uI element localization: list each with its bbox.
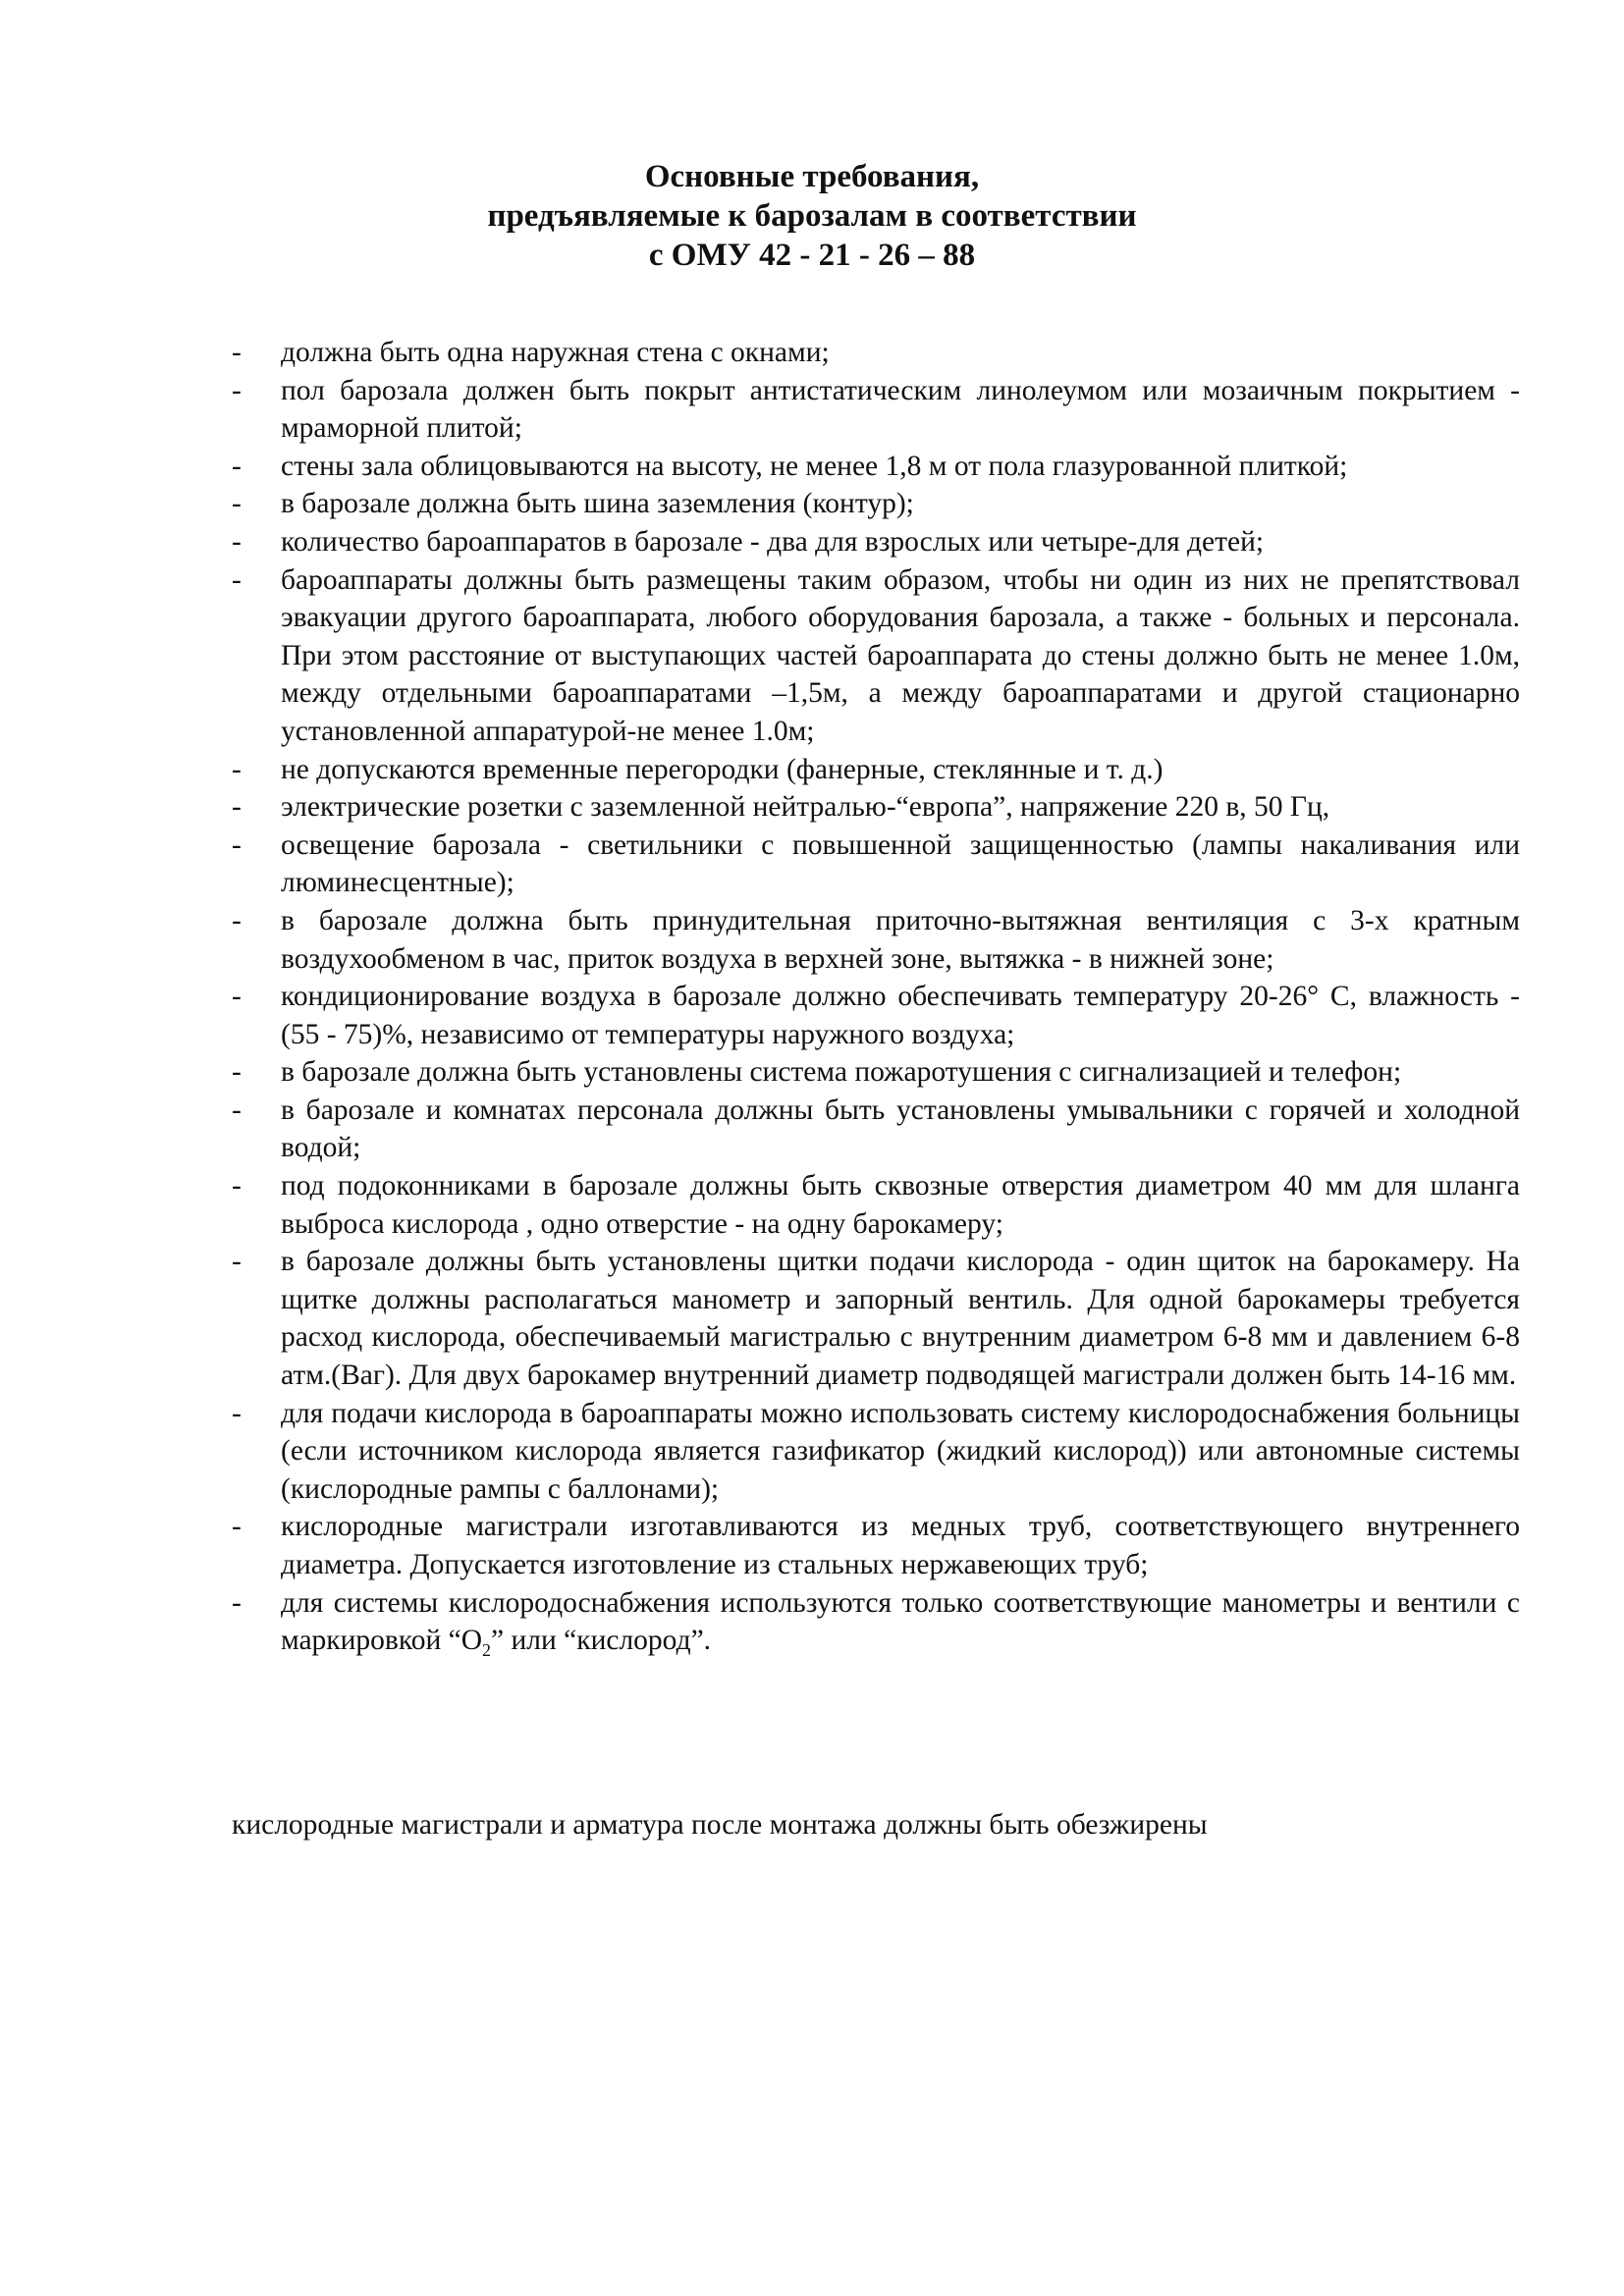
list-item-text: под подоконниками в барозале должны быть сквозные отверстия диаметром 40 мм для шланга выброса кислорода , одно отверстие - на одну барокамеру; <box>281 1170 1520 1240</box>
list-item <box>232 485 1520 523</box>
document-title <box>0 157 1624 275</box>
list-item-text: кислородные магистрали изготавливаются из медных труб, соответствующего внутреннего диаметра. Допускается изготовление из стальных нержавеющих труб; <box>281 1511 1520 1580</box>
list-item-text: бароаппараты должны быть размещены таким образом, чтобы ни один из них не препятствовал эвакуации другого бароаппарата, любого оборудования барозала, а также - больных и персонала. При этом расстояние от выступающих частей бароаппарата до стены должно быть не менее 1.0м, между отдельными бароаппаратами –1,5м, а между бароаппаратами и другой стационарно установленной аппаратурой-не менее 1.0м; <box>281 563 1520 747</box>
list-item <box>232 902 1520 978</box>
list-item <box>232 1092 1520 1167</box>
list-bullet: - <box>232 904 242 936</box>
list-item <box>232 978 1520 1053</box>
list-item <box>232 523 1520 561</box>
list-bullet: - <box>232 563 242 596</box>
title-line-3: с ОМУ 42 - 21 - 26 – 88 <box>648 238 976 273</box>
list-item-text: стены зала облицовываются на высоту, не менее 1,8 м от пола глазурованной плиткой; <box>281 450 1348 482</box>
list-item-text: в барозале должна быть принудительная приточно-вытяжная вентиляция с 3-х кратным воздухообменом в час, приток воздуха в верхней зоне, вытяжка - в нижней зоне; <box>281 904 1520 975</box>
list-item <box>232 827 1520 902</box>
list-bullet: - <box>232 1246 242 1278</box>
list-bullet: - <box>232 450 242 482</box>
title-line-1: Основные требования, <box>644 159 980 194</box>
list-item <box>232 334 1520 372</box>
list-bullet: - <box>232 337 242 368</box>
list-bullet: - <box>232 791 242 824</box>
list-bullet: - <box>232 1056 242 1089</box>
list-bullet: - <box>232 374 242 406</box>
list-bullet: - <box>232 981 242 1013</box>
list-item <box>232 448 1520 486</box>
list-item-text-part: ” или “кислород”. <box>491 1625 712 1657</box>
list-bullet: - <box>232 1586 242 1619</box>
list-item-text: не допускаются временные перегородки (фанерные, стеклянные и т. д.) <box>281 753 1164 785</box>
list-bullet: - <box>232 1094 242 1126</box>
list-item-text: количество бароаппаратов в барозале - два для взрослых или четыре-для детей; <box>281 525 1265 558</box>
list-item-text: пол барозала должен быть покрыт антистатическим линолеумом или мозаичным покрытием - мраморной плитой; <box>281 374 1520 445</box>
list-item-text: в барозале должна быть шина заземления (контур); <box>281 488 914 520</box>
title-line-2: предъявляемые к барозалам в соответствии <box>487 198 1137 234</box>
list-item-text: должна быть одна наружная стена с окнами; <box>281 337 830 368</box>
list-item-text: в барозале и комнатах персонала должны быть установлены умывальники с горячей и холодной водой; <box>281 1094 1520 1164</box>
list-item <box>232 1243 1520 1394</box>
list-item-text: освещение барозала - светильники с повышенной защищенностью (лампы накаливания или люминесцентные); <box>281 828 1520 899</box>
list-item-text: кондиционирование воздуха в барозале должно обеспечивать температуру 20-26° С, влажность - (55 - 75)%, независимо от температуры наружного воздуха; <box>281 981 1520 1050</box>
list-item <box>232 1508 1520 1583</box>
list-item <box>232 372 1520 448</box>
list-item-text-part: для системы кислородоснабжения используются только соответствующие манометры и вентили с маркировкой “О <box>281 1586 1520 1657</box>
list-bullet: - <box>232 525 242 558</box>
oxygen-subscript: 2 <box>482 1640 492 1661</box>
list-item <box>232 1584 1520 1660</box>
list-bullet: - <box>232 828 242 861</box>
list-bullet: - <box>232 1170 242 1202</box>
list-item-text <box>281 1584 1520 1660</box>
list-item-text: электрические розетки с заземленной нейтралью-“европа”, напряжение 220 в, 50 Гц, <box>281 791 1330 824</box>
list-item-text: для подачи кислорода в бароаппараты можно использовать систему кислородоснабжения больницы (если источником кислорода является газификатор (жидкий кислород)) или автономные системы (кислородные рампы с баллонами); <box>281 1397 1520 1505</box>
list-item <box>232 1053 1520 1092</box>
list-bullet: - <box>232 1511 242 1543</box>
list-item <box>232 788 1520 827</box>
list-bullet: - <box>232 488 242 520</box>
list-item <box>232 1167 1520 1243</box>
requirements-list <box>232 334 1520 1660</box>
closing-paragraph: кислородные магистрали и арматура после монтажа должны быть обезжирены <box>232 1809 1208 1841</box>
list-item <box>232 751 1520 789</box>
list-item-text: в барозале должна быть установлены система пожаротушения с сигнализацией и телефон; <box>281 1056 1402 1089</box>
list-item-text: в барозале должны быть установлены щитки подачи кислорода - один щиток на барокамеру. На щитке должны располагаться манометр и запорный вентиль. Для одной барокамеры требуется расход кислорода, обеспечиваемый магистралью с внутренним диаметром 6-8 мм и давлением 6-8 атм.(Ваг). Для двух барокамер внутренний диаметр подводящей магистрали должен быть 14-16 мм. <box>281 1246 1520 1392</box>
list-item <box>232 561 1520 751</box>
list-bullet: - <box>232 1397 242 1429</box>
list-bullet: - <box>232 753 242 785</box>
list-item <box>232 1395 1520 1509</box>
